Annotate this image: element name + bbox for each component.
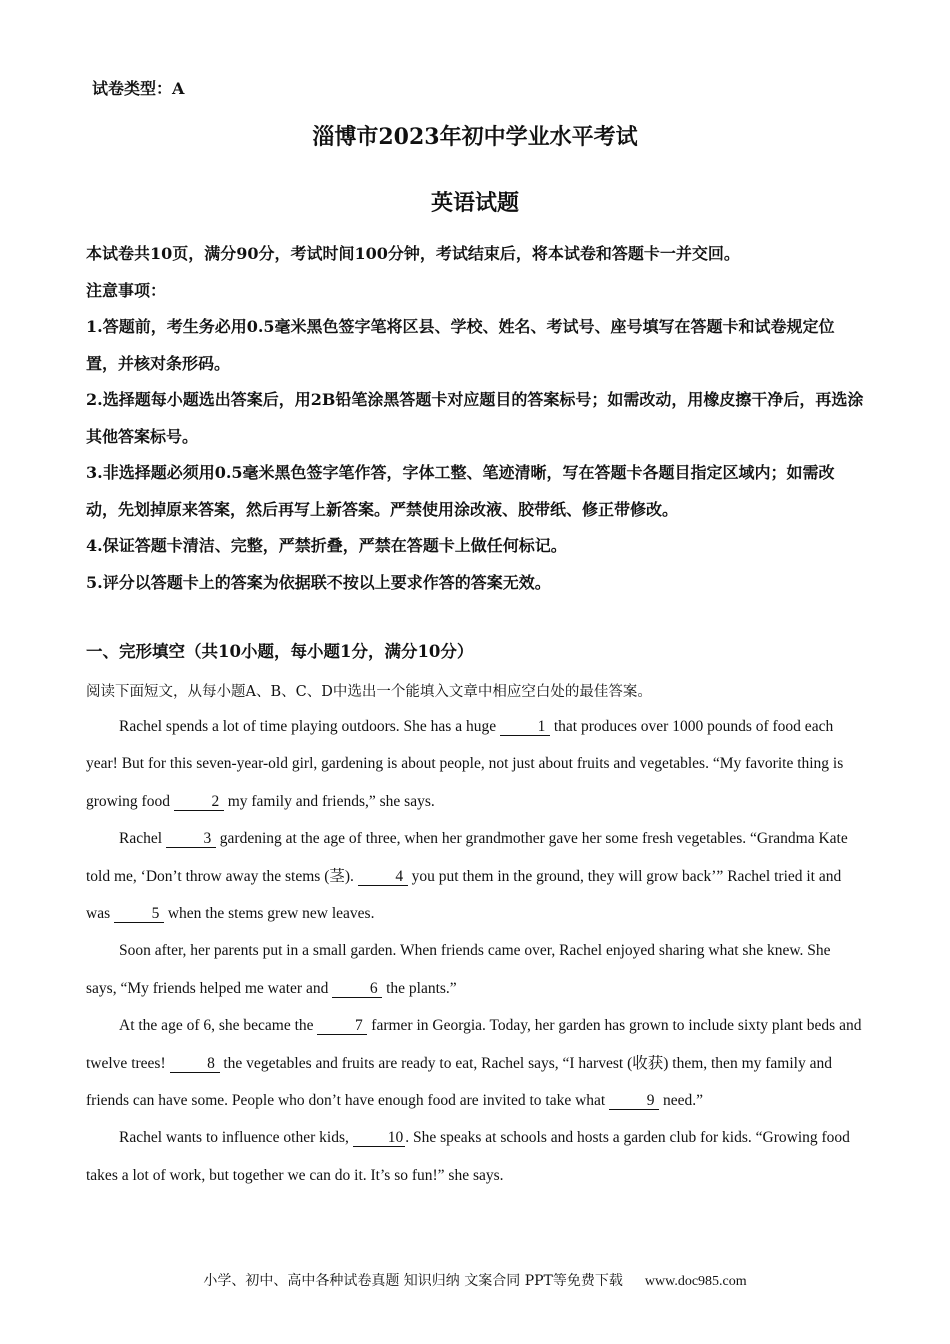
footer-text: 小学、初中、高中各种试卷真题 知识归纳 文案合同 PPT等免费下载 [203,1273,623,1289]
notice-item: 4.保证答题卡清洁、完整，严禁折叠，严禁在答题卡上做任何标记。 [86,536,567,555]
exam-subtitle: 英语试题 [430,190,519,216]
notice-section [86,236,866,601]
blank-10: 10 [353,1129,406,1147]
footer-site-link[interactable]: www.doc985.com [644,1274,747,1289]
blank-9: 9 [609,1092,659,1110]
section-directions: 阅读下面短文，从每小题A、B、C、D中选出一个能填入文章中相应空白处的最佳答案。 [86,684,652,700]
passage-paragraph: Rachel 3 gardening at the age of three, when her grandmother gave her some fresh vegetables. “Grandma Kate told me, ‘Don’t throw away the stems (茎). 4 you put them in the ground, they will grow back’” Rachel tried it and was 5 when the stems grew new leaves. [86,830,848,923]
notice-item: 2.选择题每小题选出答案后，用2B铅笔涂黑答题卡对应题目的答案标号；如需改动，用橡皮擦干净后，再选涂其他答案标号。 [86,390,864,446]
blank-4: 4 [358,868,408,886]
passage-paragraph: Rachel spends a lot of time playing outdoors. She has a huge 1 that produces over 1000 pounds of food each year! But for this seven-year-old girl, gardening is about people, not just about fruits and vegetables. “My favorite thing is growing food 2 my family and friends,” she says. [86,718,844,810]
blank-6: 6 [332,980,382,998]
section-heading: 一、完形填空（共10小题，每小题1分，满分10分） [86,642,474,661]
blank-5: 5 [114,905,164,923]
blank-8: 8 [170,1055,220,1073]
passage-paragraph: Rachel wants to influence other kids, 10 . She speaks at schools and hosts a garden club for kids. “Growing food takes a lot of work, but together we can do it. It’s so fun!” she says. [86,1129,850,1184]
paper-type-label: 试卷类型：A [92,79,185,98]
blank-1: 1 [500,718,550,736]
blank-2: 2 [174,793,224,811]
notice-item: 1.答题前，考生务必用0.5毫米黑色签字笔将区县、学校、姓名、考试号、座号填写在答题卡和试卷规定位置，并核对条形码。 [86,317,835,373]
notice-heading: 注意事项： [86,280,167,300]
cloze-passage [86,708,864,1194]
notice-item: 3.非选择题必须用0.5毫米黑色签字笔作答，字体工整、笔迹清晰，写在答题卡各题目指定区域内；如需改动，先划掉原来答案，然后再写上新答案。严禁使用涂改液、胶带纸、修正带修改。 [86,463,835,519]
blank-3: 3 [166,830,216,848]
notice-item: 5.评分以答题卡上的答案为依据联不按以上要求作答的答案无效。 [86,572,551,592]
passage-paragraph: Soon after, her parents put in a small garden. When friends came over, Rachel enjoyed sharing what she knew. She says, “My friends helped me water and 6 the plants.” [86,942,831,997]
exam-title: 淄博市2023年初中学业水平考试 [312,124,638,150]
blank-7: 7 [317,1017,367,1035]
passage-paragraph: At the age of 6, she became the 7 farmer in Georgia. Today, her garden has grown to include sixty plant beds and twelve trees! 8 the vegetables and fruits are ready to eat, Rachel says, “I harvest (收获) them, then my family and friends can have some. People who don’t have enough food are invited to take what 9 need.” [86,1017,862,1110]
page-footer [0,1270,950,1290]
notice-intro: 本试卷共10页，满分90分，考试时间100分钟，考试结束后，将本试卷和答题卡一并交回。 [86,244,740,263]
